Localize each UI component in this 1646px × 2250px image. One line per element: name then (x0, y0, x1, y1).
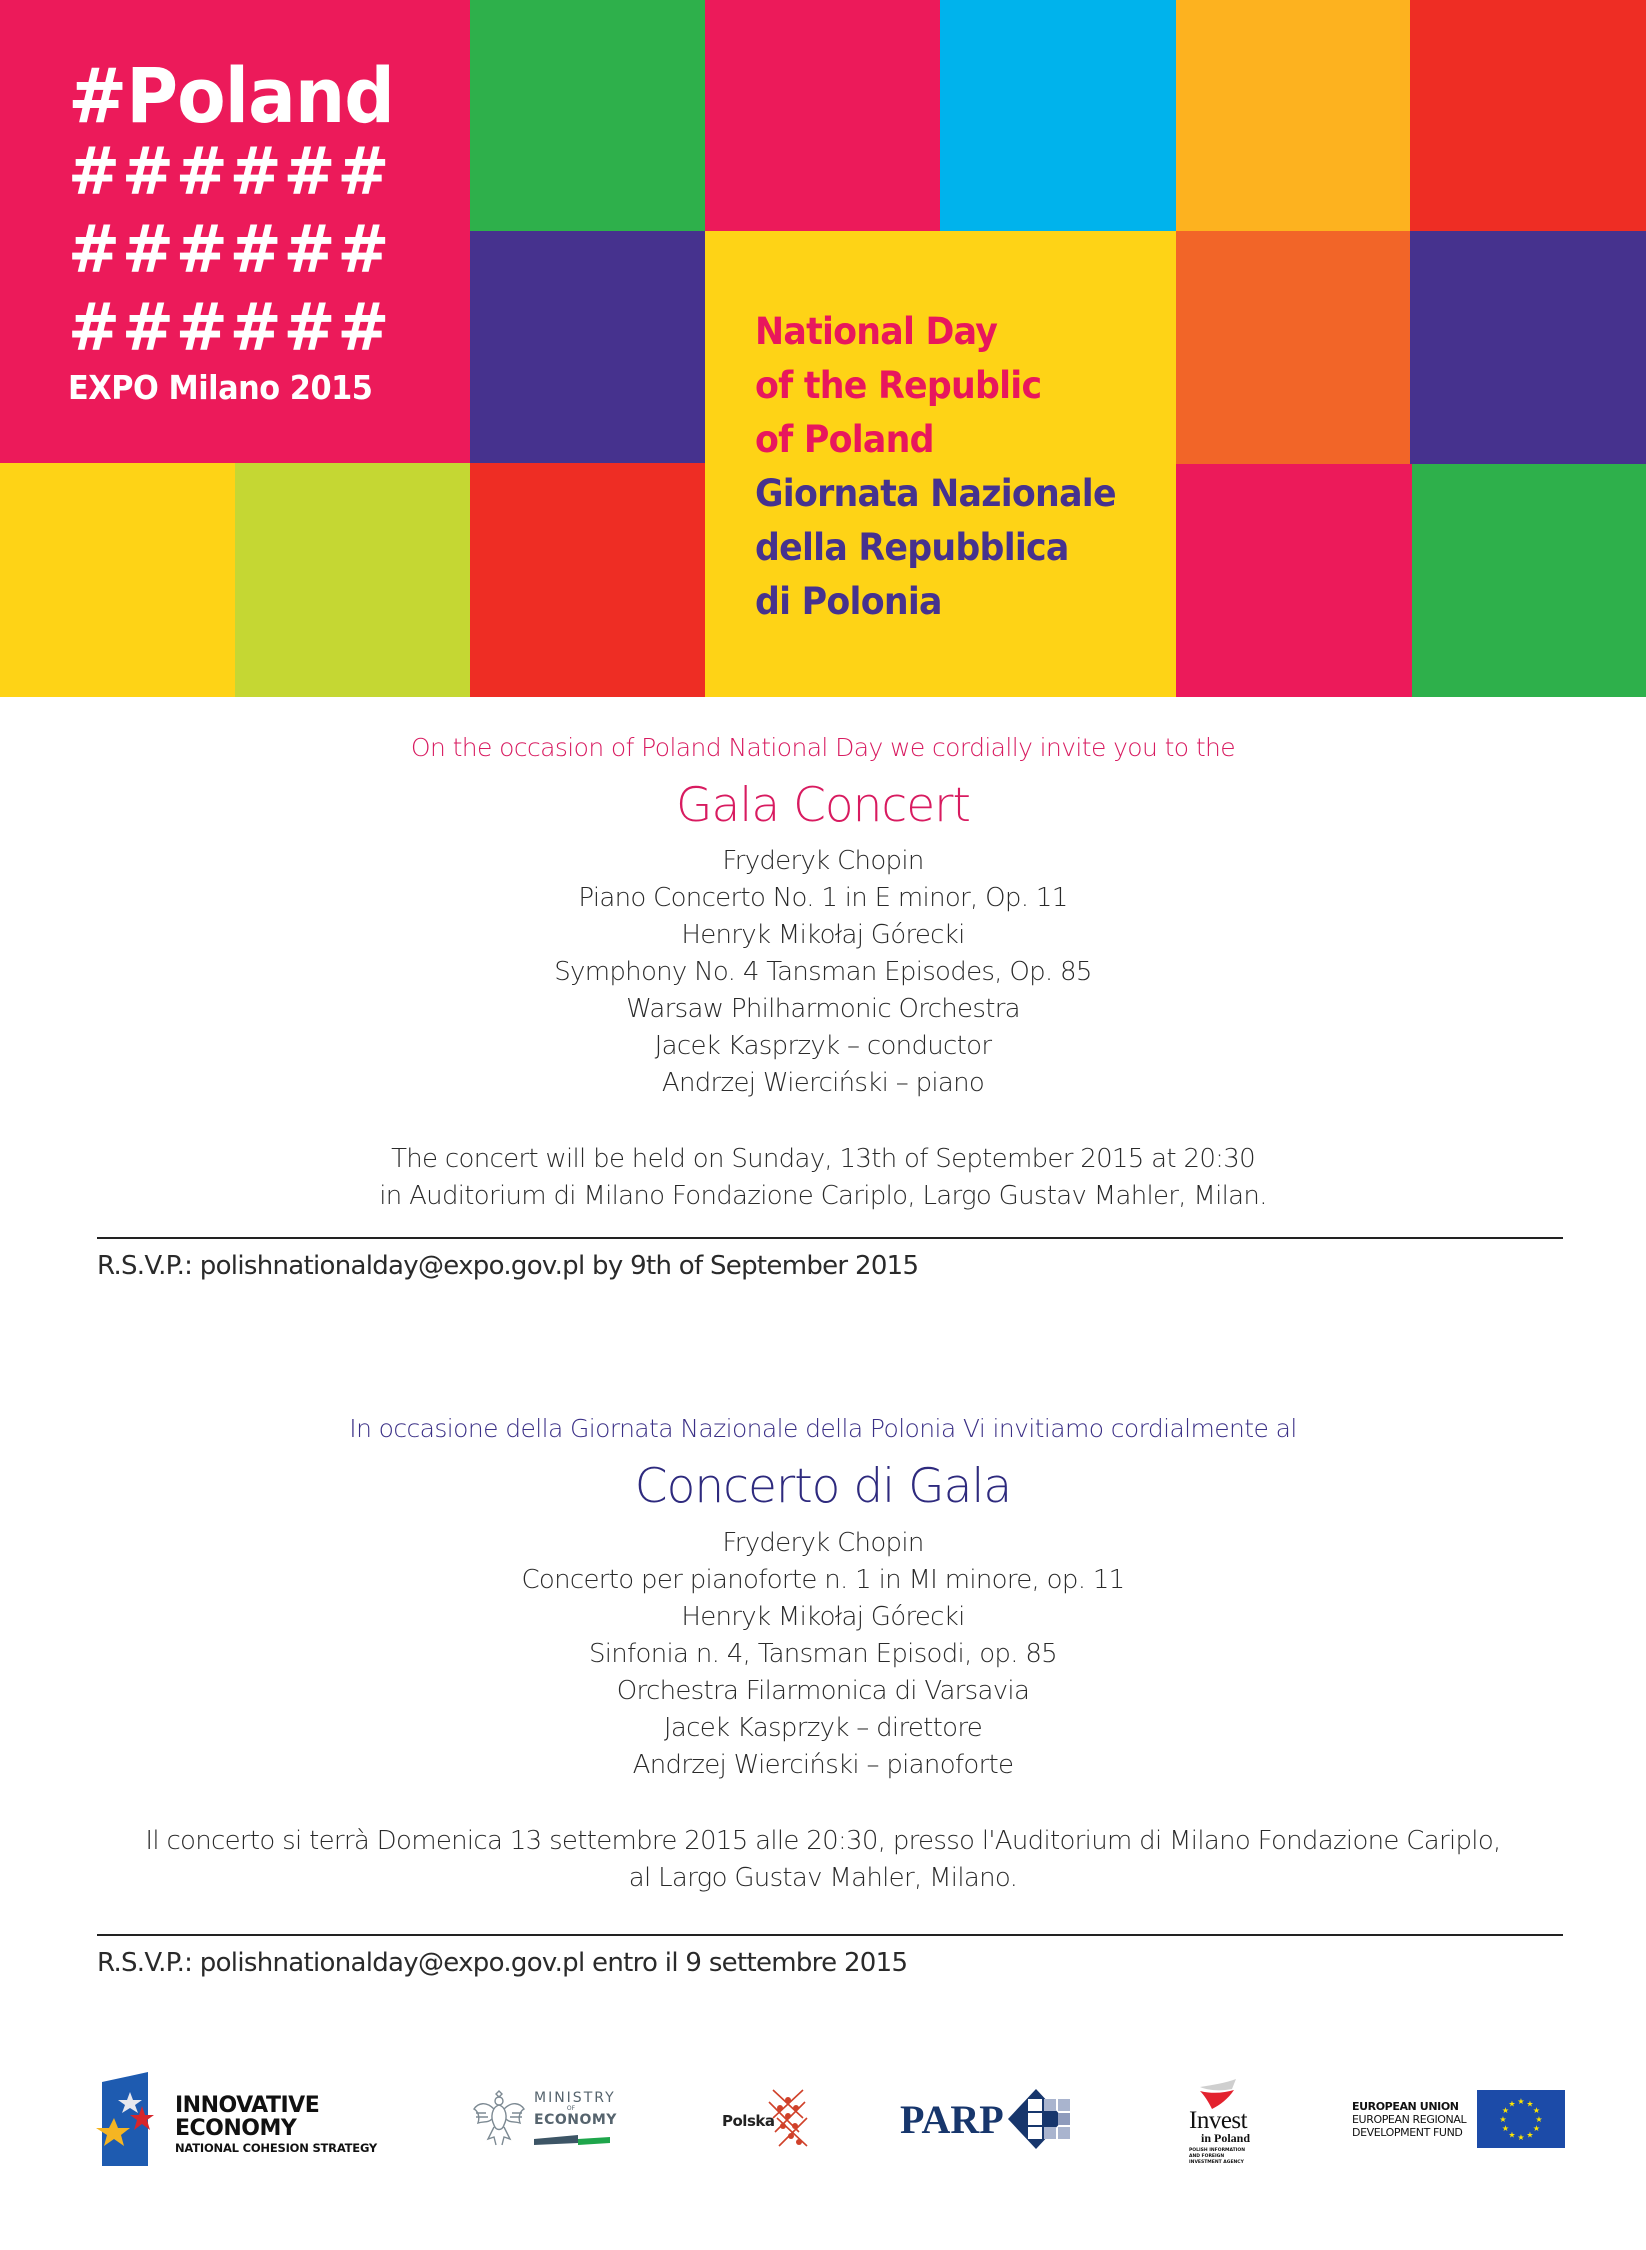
tile-cyan (940, 0, 1176, 231)
ministry-stripe-icon (534, 2133, 610, 2147)
ie-line1: INNOVATIVE (175, 2093, 320, 2118)
program-line: Andrzej Wierciński – pianoforte (632, 1750, 1014, 1780)
concert-heading: Concerto di Gala (634, 1459, 1012, 1514)
invest-line2: in Poland (1201, 2131, 1251, 2145)
tile-green (470, 0, 705, 231)
tile-amber (1176, 0, 1410, 231)
tile-red (1410, 0, 1646, 231)
title-it-line: Giornata Nazionale (755, 472, 1116, 515)
polska-label: Polska (722, 2112, 775, 2130)
event-details-line: Il concerto si terrà Domenica 13 settembre 2015 alle 20:30, presso l'Auditorium di Milano Fondazione Cariplo, (145, 1826, 1501, 1856)
parp-label: PARP (900, 2097, 1004, 2142)
invest-line1: Invest (1189, 2107, 1248, 2134)
tile-pink (705, 0, 940, 231)
moe-line3: ECONOMY (534, 2112, 617, 2128)
invest-text (1189, 2107, 1257, 2166)
eu-text (1352, 2100, 1466, 2139)
eu-line3: DEVELOPMENT FUND (1352, 2126, 1463, 2139)
eu-line1: EUROPEAN UNION (1352, 2100, 1459, 2113)
logo-subtitle: EXPO Milano 2015 (68, 368, 373, 407)
title-en-line: of the Republic (755, 364, 1042, 407)
tile-yellow (0, 463, 235, 697)
logo-title: #Poland (68, 51, 394, 140)
ie-line3: NATIONAL COHESION STRATEGY (175, 2141, 378, 2155)
ie-line2: ECONOMY (175, 2116, 297, 2141)
parp-arrow-icon (1008, 2089, 1072, 2149)
program-line: Warsaw Philharmonic Orchestra (626, 994, 1020, 1024)
program-line: Orchestra Filarmonica di Varsavia (616, 1676, 1030, 1706)
tile-red-bottom (470, 463, 705, 697)
program-line: Andrzej Wierciński – piano (661, 1068, 985, 1098)
program-line: Symphony No. 4 Tansman Episodes, Op. 85 (554, 957, 1092, 987)
section-divider (97, 1934, 1563, 1936)
tile-lime (235, 463, 470, 697)
svg-text:★: ★ (1526, 2099, 1534, 2109)
invest-line3: POLISH INFORMATION AND FOREIGN INVESTMENT AGENCY (1189, 2148, 1245, 2165)
event-details-line: The concert will be held on Sunday, 13th of September 2015 at 20:30 (391, 1144, 1255, 1174)
svg-text:★: ★ (1501, 2106, 1510, 2115)
title-it-line: della Repubblica (755, 526, 1069, 569)
logo-hash-row: ###### (68, 211, 392, 288)
tile-pink-bottom (1176, 464, 1412, 697)
header-mosaic (0, 0, 1646, 697)
intro-text: On the occasion of Poland National Day we cordially invite you to the (410, 733, 1236, 762)
svg-text:★: ★ (1501, 2124, 1510, 2133)
program-line: Fryderyk Chopin (722, 1528, 924, 1558)
program-line: Jacek Kasprzyk – conductor (654, 1031, 992, 1061)
program-line: Piano Concerto No. 1 in E minor, Op. 11 (578, 883, 1068, 913)
rsvp-text: R.S.V.P.: polishnationalday@expo.gov.pl entro il 9 settembre 2015 (97, 1948, 908, 1978)
section-divider (97, 1237, 1563, 1239)
tile-purple (470, 231, 705, 463)
event-details-line: in Auditorium di Milano Fondazione Cariplo, Largo Gustav Mahler, Milan. (379, 1181, 1267, 1211)
concert-heading: Gala Concert (676, 778, 970, 833)
program-line: Sinfonia n. 4, Tansman Episodi, op. 85 (588, 1639, 1058, 1669)
svg-text:★: ★ (1532, 2124, 1541, 2133)
eu-flag-icon (1477, 2090, 1565, 2148)
event-details-line: al Largo Gustav Mahler, Milano. (628, 1863, 1018, 1893)
title-en-line: National Day (755, 310, 998, 353)
rsvp-text: R.S.V.P.: polishnationalday@expo.gov.pl by 9th of September 2015 (97, 1251, 919, 1281)
svg-text:★: ★ (1508, 2130, 1516, 2140)
innovative-economy-flag-icon (92, 2070, 154, 2168)
svg-text:★: ★ (1526, 2130, 1534, 2140)
svg-text:★: ★ (1532, 2106, 1541, 2115)
svg-text:★: ★ (1517, 2097, 1525, 2106)
program-line: Henryk Mikołaj Górecki (681, 920, 965, 950)
program-line: Jacek Kasprzyk – direttore (663, 1713, 983, 1743)
svg-text:★: ★ (1508, 2099, 1516, 2109)
poland-expo-logo (68, 51, 408, 408)
logo-hash-row: ###### (68, 133, 392, 210)
svg-text:★: ★ (1535, 2115, 1543, 2124)
folk-pattern-icon (765, 2088, 811, 2152)
svg-text:★: ★ (1499, 2115, 1507, 2124)
intro-text: In occasione della Giornata Nazionale della Polonia Vi invitiamo cordialmente al (349, 1414, 1297, 1443)
tile-green-bottom (1412, 464, 1646, 697)
tile-purple-right (1410, 231, 1646, 464)
title-en-line: of Poland (755, 418, 934, 461)
program-line: Fryderyk Chopin (722, 846, 924, 876)
program-line: Henryk Mikołaj Górecki (681, 1602, 965, 1632)
logo-hash-row: ###### (68, 289, 392, 366)
tile-orange (1176, 231, 1410, 464)
polish-eagle-icon (472, 2087, 526, 2149)
svg-text:★: ★ (1517, 2133, 1525, 2142)
ministry-text (534, 2090, 617, 2128)
moe-line2: OF (566, 2105, 576, 2112)
moe-line1: MINISTRY (534, 2090, 616, 2106)
polish-flag-ribbon-icon (1198, 2079, 1238, 2109)
national-day-title (755, 305, 1139, 629)
title-it-line: di Polonia (755, 580, 942, 623)
innovative-economy-text (175, 2094, 377, 2156)
program-line: Concerto per pianoforte n. 1 in MI minore, op. 11 (521, 1565, 1125, 1595)
eu-line2: EUROPEAN REGIONAL (1352, 2113, 1467, 2126)
